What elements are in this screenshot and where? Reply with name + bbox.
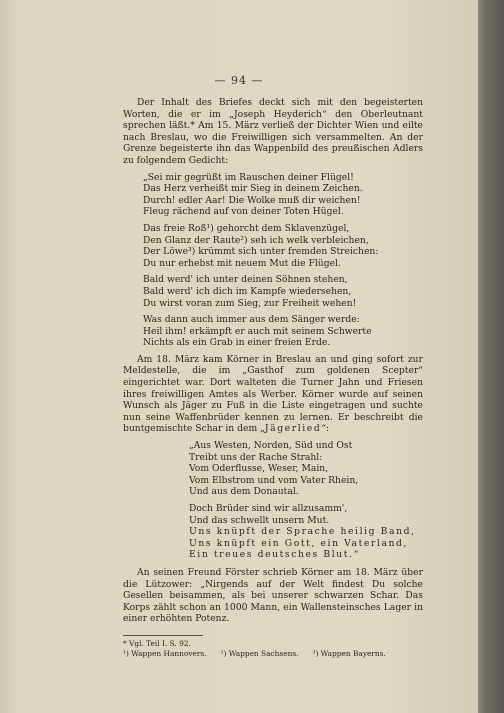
page-number: — 94 — <box>214 74 264 87</box>
verse-line: Du wirst voran zum Sieg, zur Freiheit wehen! <box>143 297 357 309</box>
paragraph-letter: Der Inhalt des Briefes deckt sich mit den begeisterten Worten, die er im „Joseph Heyderich“ den Oberleutnant sprechen läßt.* Am 15. März verließ der Dichter Wien und eilte nach Breslau, wo die Freiwilligen sich versammelten. An der Grenze begeisterte ihn das Wappenbild des preußischen Adlers zu folgendem Gedicht: <box>123 97 423 166</box>
verse-line-spaced: Uns knüpft ein Gott, ein Vaterland, <box>189 537 409 549</box>
verse-line: Heil ihm! erkämpft er auch mit seinem Schwerte <box>143 325 372 337</box>
verse-line: Was dann auch immer aus dem Sänger werde: <box>143 314 360 326</box>
footnote: ¹) Wappen Hannovers. <box>123 648 207 658</box>
song-title: Jägerlied <box>264 423 322 435</box>
footnote-row <box>123 649 423 659</box>
poem-stanza <box>143 172 423 218</box>
paragraph-text: Am 18. März kam Körner in Breslau an und ging sofort zur Meldestelle, die im „Gasthof zum goldenen Scepter“ eingerichtet war. Dort walteten die Turner Jahn und Friesen ihres freiwilligen Amtes als Werber. Körner wurde auf seinen Wunsch als Jäger zu Fuß in die Liste eingetragen und suchte nun seine Waffenbrüder kennen zu lernen. Er beschreibt die buntgemischte Schar in dem „ <box>123 353 423 435</box>
verse-line: Der Löwe³) krümmt sich unter fremden Streichen: <box>143 246 379 258</box>
paragraph-foerster: An seinen Freund Förster schrieb Körner am 18. März über die Lützower: „Nirgends auf der Welt findest Du solche Gesellen beisammen, als bei unserer schwarzen Schar. Das Korps zählt schon an 1000 Mann, ein Wallensteinsches Lager in einer erhöhten Potenz. <box>123 566 423 625</box>
verse-line: Du nur erhebst mit neuem Mut die Flügel. <box>143 257 341 269</box>
poem-jaegerlied <box>189 440 423 561</box>
footnote: ²) Wappen Sachsens. <box>220 648 299 658</box>
verse-line: Bald werd' ich unter deinen Söhnen stehen, <box>143 274 348 286</box>
verse-line: Fleug rächend auf von deiner Toten Hügel. <box>143 206 344 218</box>
verse-line: Doch Brüder sind wir allzusamm', <box>189 503 348 514</box>
poem-stanza <box>189 503 423 561</box>
footnote-divider <box>123 635 203 636</box>
footnote: ³) Wappen Bayerns. <box>312 648 386 658</box>
verse-line: Den Glanz der Raute²) seh ich welk verbleichen, <box>143 234 369 246</box>
poem-stanza <box>143 223 423 269</box>
verse-line: Nichts als ein Grab in einer freien Erde. <box>143 337 331 349</box>
verse-line: „Aus Westen, Norden, Süd und Ost <box>189 440 353 452</box>
poem-eagle <box>143 172 423 349</box>
verse-line: Durch! edler Aar! Die Wolke muß dir weichen! <box>143 194 361 206</box>
verse-line: Und das schwellt unsern Mut. <box>189 514 330 526</box>
footnote: * Vgl. Teil I. S. 92. <box>123 638 191 648</box>
verse-line: Das freie Roß¹) gehorcht dem Sklavenzügel, <box>143 222 350 234</box>
poem-stanza <box>143 274 423 309</box>
page-body <box>123 97 423 659</box>
verse-line: Das Herz verheißt mir Sieg in deinem Zeichen. <box>143 183 363 195</box>
verse-line-spaced: Ein treues deutsches Blut.“ <box>189 549 360 561</box>
footnotes <box>123 639 423 659</box>
paragraph-breslau <box>123 354 423 435</box>
verse-line: Treibt uns der Rache Strahl: <box>189 451 323 463</box>
paragraph-text: “: <box>321 423 330 435</box>
verse-line: Bald werd' ich dich im Kampfe wiedersehen, <box>143 285 352 297</box>
poem-stanza <box>143 314 423 349</box>
verse-line: Und aus dem Donautal. <box>189 486 299 498</box>
verse-line: „Sei mir gegrüßt im Rauschen deiner Flügel! <box>143 171 354 183</box>
verse-line: Vom Elbstrom und vom Vater Rhein, <box>189 474 359 486</box>
verse-line-spaced: Uns knüpft der Sprache heilig Band, <box>189 526 416 538</box>
verse-line: Vom Oderflusse, Weser, Main, <box>189 463 329 475</box>
book-edge <box>478 0 504 713</box>
poem-stanza <box>189 440 423 498</box>
